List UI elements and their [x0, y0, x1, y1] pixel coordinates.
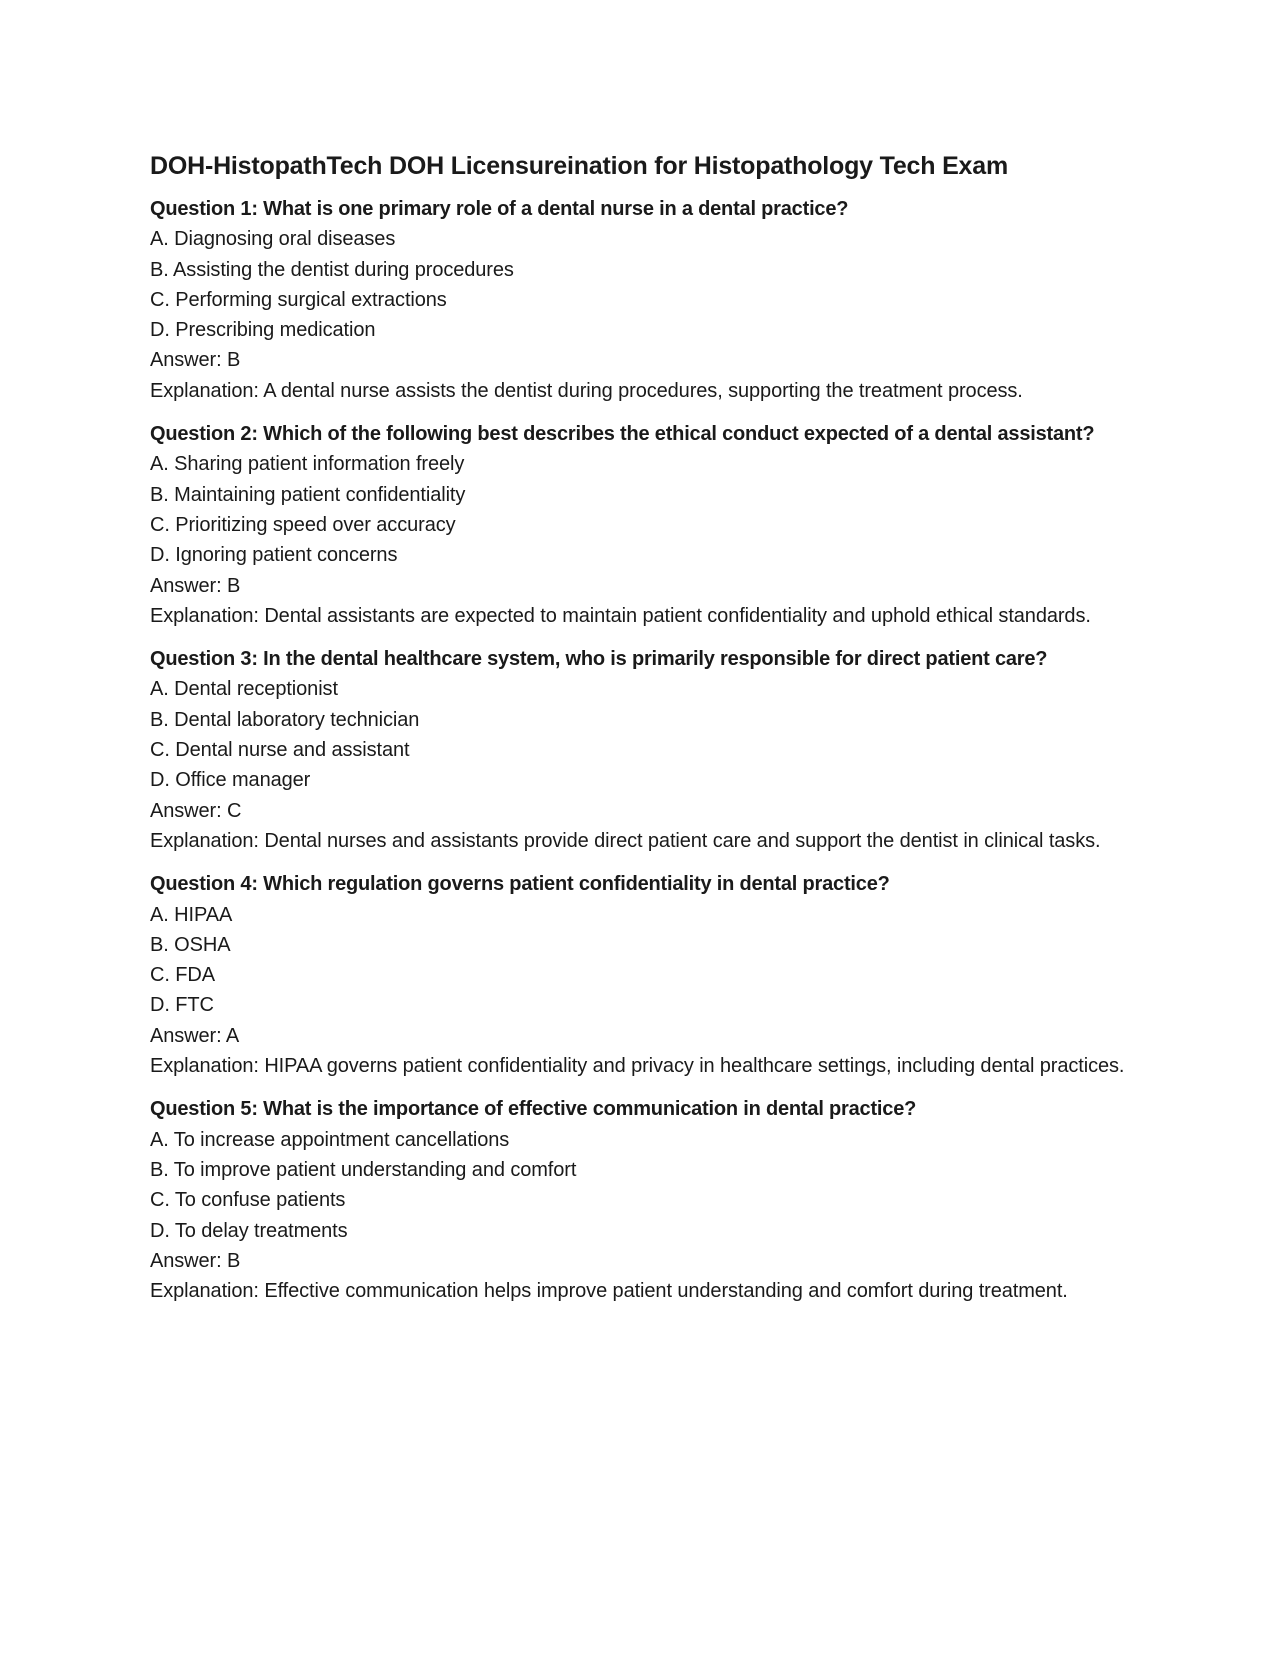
option-a: A. Diagnosing oral diseases [150, 228, 396, 251]
question-text: Question 2: Which of the following best describes the ethical conduct expected of a dental assistant? [150, 423, 1095, 446]
option-a: A. Sharing patient information freely [150, 453, 465, 476]
question-block-1 [150, 194, 1150, 406]
option-b: B. Assisting the dentist during procedures [150, 258, 514, 281]
question-block-5 [150, 1094, 1150, 1306]
explanation: Explanation: HIPAA governs patient confidentiality and privacy in healthcare settings, including dental practices. [150, 1055, 1125, 1078]
option-c: C. Prioritizing speed over accuracy [150, 513, 456, 536]
option-b: B. OSHA [150, 933, 231, 956]
option-list [150, 1125, 1150, 1246]
answer: Answer: C [150, 799, 242, 822]
option-a: A. Dental receptionist [150, 678, 338, 701]
option-b: B. To improve patient understanding and comfort [150, 1158, 577, 1181]
document-title: DOH-HistopathTech DOH Licensureination for Histopathology Tech Exam [150, 152, 1008, 180]
option-a: A. To increase appointment cancellations [150, 1128, 510, 1151]
answer: Answer: B [150, 574, 241, 597]
option-b: B. Maintaining patient confidentiality [150, 483, 466, 506]
explanation: Explanation: Effective communication helps improve patient understanding and comfort during treatment. [150, 1280, 1068, 1303]
answer: Answer: B [150, 1249, 241, 1272]
option-list [150, 674, 1150, 795]
option-list [150, 449, 1150, 570]
option-d: D. To delay treatments [150, 1219, 348, 1242]
option-a: A. HIPAA [150, 903, 233, 926]
question-block-4 [150, 869, 1150, 1081]
answer: Answer: B [150, 349, 241, 372]
option-list [150, 900, 1150, 1021]
explanation: Explanation: Dental assistants are expected to maintain patient confidentiality and uphold ethical standards. [150, 604, 1091, 627]
question-text: Question 5: What is the importance of effective communication in dental practice? [150, 1098, 917, 1121]
option-b: B. Dental laboratory technician [150, 708, 420, 731]
option-list [150, 224, 1150, 345]
explanation: Explanation: Dental nurses and assistants provide direct patient care and support the dentist in clinical tasks. [150, 829, 1101, 852]
answer: Answer: A [150, 1024, 240, 1047]
option-c: C. Dental nurse and assistant [150, 739, 410, 762]
question-block-3 [150, 644, 1150, 856]
document-page [150, 150, 1150, 1319]
option-c: C. To confuse patients [150, 1189, 346, 1212]
option-c: C. Performing surgical extractions [150, 288, 447, 311]
question-text: Question 3: In the dental healthcare system, who is primarily responsible for direct patient care? [150, 648, 1048, 671]
option-d: D. Ignoring patient concerns [150, 544, 398, 567]
option-d: D. Prescribing medication [150, 319, 376, 342]
question-text: Question 1: What is one primary role of a dental nurse in a dental practice? [150, 198, 849, 220]
option-d: D. FTC [150, 994, 214, 1017]
option-d: D. Office manager [150, 769, 311, 792]
explanation: Explanation: A dental nurse assists the dentist during procedures, supporting the treatment process. [150, 379, 1023, 402]
question-text: Question 4: Which regulation governs patient confidentiality in dental practice? [150, 873, 890, 896]
question-block-2 [150, 419, 1150, 631]
option-c: C. FDA [150, 964, 215, 987]
